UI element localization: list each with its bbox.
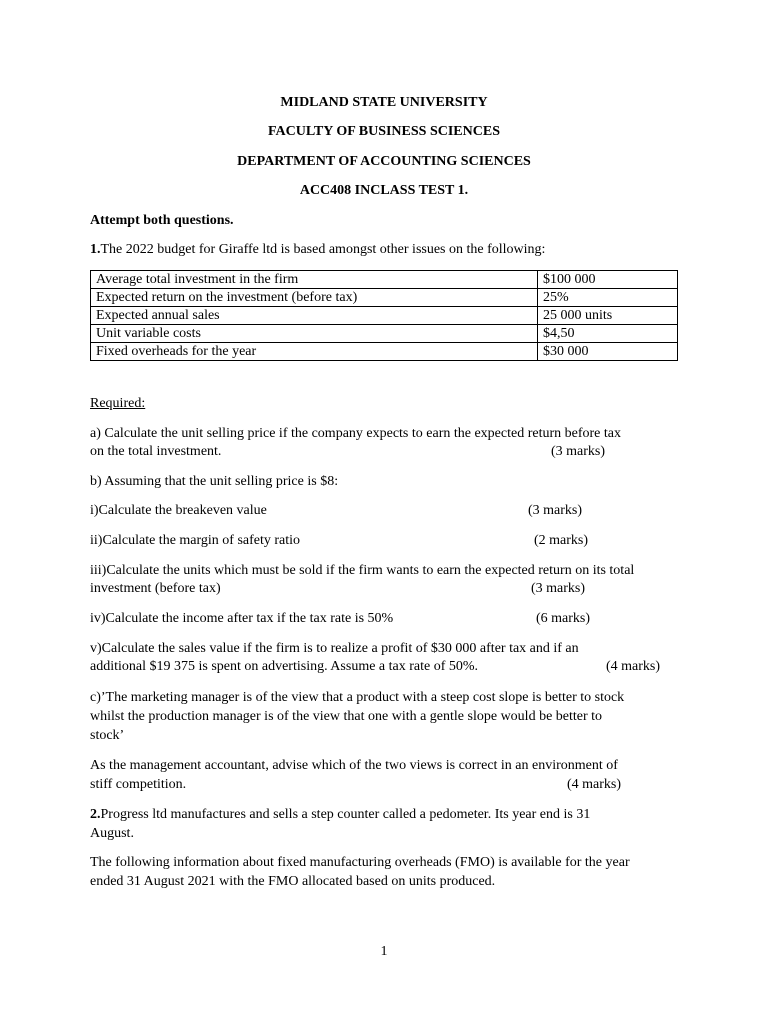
q1-number: 1. bbox=[90, 242, 101, 257]
q1b-v-marks: (4 marks) bbox=[606, 659, 661, 674]
table-row bbox=[91, 289, 678, 307]
q2-info-line1: The following information about fixed manufacturing overheads (FMO) is available for the year bbox=[90, 855, 630, 870]
q1b-ii-marks: (2 marks) bbox=[534, 533, 589, 548]
q1b-intro: b) Assuming that the unit selling price is $8: bbox=[90, 474, 339, 489]
q1b-iii-line2: investment (before tax) bbox=[90, 581, 221, 596]
test-title: ACC408 INCLASS TEST 1. bbox=[299, 183, 469, 198]
q1a-line1: a) Calculate the unit selling price if the company expects to earn the expected return before tax bbox=[90, 426, 621, 441]
table-cell-label: Fixed overheads for the year bbox=[91, 343, 538, 361]
table-cell-value: $4,50 bbox=[538, 325, 678, 343]
department-title: DEPARTMENT OF ACCOUNTING SCIENCES bbox=[237, 154, 531, 169]
faculty-title: FACULTY OF BUSINESS SCIENCES bbox=[268, 124, 500, 139]
q1b-iv: iv)Calculate the income after tax if the tax rate is 50% bbox=[90, 611, 394, 626]
required-heading bbox=[90, 394, 145, 413]
table-row bbox=[91, 325, 678, 343]
q1-intro bbox=[90, 240, 545, 259]
q1c-line2: whilst the production manager is of the view that one with a gentle slope would be better to bbox=[90, 709, 603, 724]
q1c-line3: stock’ bbox=[90, 728, 125, 743]
instructions: Attempt both questions. bbox=[90, 213, 234, 228]
q2-line1 bbox=[90, 805, 590, 824]
q1b-v-line2: additional $19 375 is spent on advertising. Assume a tax rate of 50%. bbox=[90, 659, 479, 674]
q1a-marks: (3 marks) bbox=[551, 444, 606, 459]
q1b-iii-marks: (3 marks) bbox=[531, 581, 586, 596]
table-cell-label: Average total investment in the firm bbox=[91, 271, 538, 289]
q1b-i: i)Calculate the breakeven value bbox=[90, 503, 267, 518]
budget-table bbox=[90, 270, 678, 361]
q2-line2: August. bbox=[90, 826, 134, 841]
table-cell-label: Unit variable costs bbox=[91, 325, 538, 343]
table-row bbox=[91, 343, 678, 361]
q1b-iii-line1: iii)Calculate the units which must be sold if the firm wants to earn the expected return on its total bbox=[90, 563, 635, 578]
table-cell-label: Expected annual sales bbox=[91, 307, 538, 325]
table-row bbox=[91, 307, 678, 325]
q1a-line2: on the total investment. bbox=[90, 444, 222, 459]
q1c2-line2: stiff competition. bbox=[90, 777, 187, 792]
q1c2-marks: (4 marks) bbox=[567, 777, 622, 792]
table-cell-value: 25 000 units bbox=[538, 307, 678, 325]
q1b-ii: ii)Calculate the margin of safety ratio bbox=[90, 533, 301, 548]
q1c-line1: c)’The marketing manager is of the view that a product with a steep cost slope is better to stock bbox=[90, 690, 625, 705]
table-cell-value: 25% bbox=[538, 289, 678, 307]
q1b-iv-marks: (6 marks) bbox=[536, 611, 591, 626]
q1b-v-line1: v)Calculate the sales value if the firm is to realize a profit of $30 000 after tax and if an bbox=[90, 641, 579, 656]
page-number: 1 bbox=[380, 944, 388, 959]
table-cell-value: $30 000 bbox=[538, 343, 678, 361]
q2-line1-text: Progress ltd manufactures and sells a step counter called a pedometer. Its year end is 31 bbox=[100, 807, 591, 822]
table-row bbox=[91, 271, 678, 289]
q1c2-line1: As the management accountant, advise which of the two views is correct in an environment of bbox=[90, 758, 618, 773]
table-cell-label: Expected return on the investment (before tax) bbox=[91, 289, 538, 307]
q1-intro-text: The 2022 budget for Giraffe ltd is based amongst other issues on the following: bbox=[100, 242, 546, 257]
q2-info-line2: ended 31 August 2021 with the FMO allocated based on units produced. bbox=[90, 874, 496, 889]
table-cell-value: $100 000 bbox=[538, 271, 678, 289]
q2-number: 2. bbox=[90, 807, 101, 822]
required-label: Required: bbox=[90, 396, 146, 411]
university-title: MIDLAND STATE UNIVERSITY bbox=[280, 95, 488, 110]
q1b-i-marks: (3 marks) bbox=[528, 503, 583, 518]
